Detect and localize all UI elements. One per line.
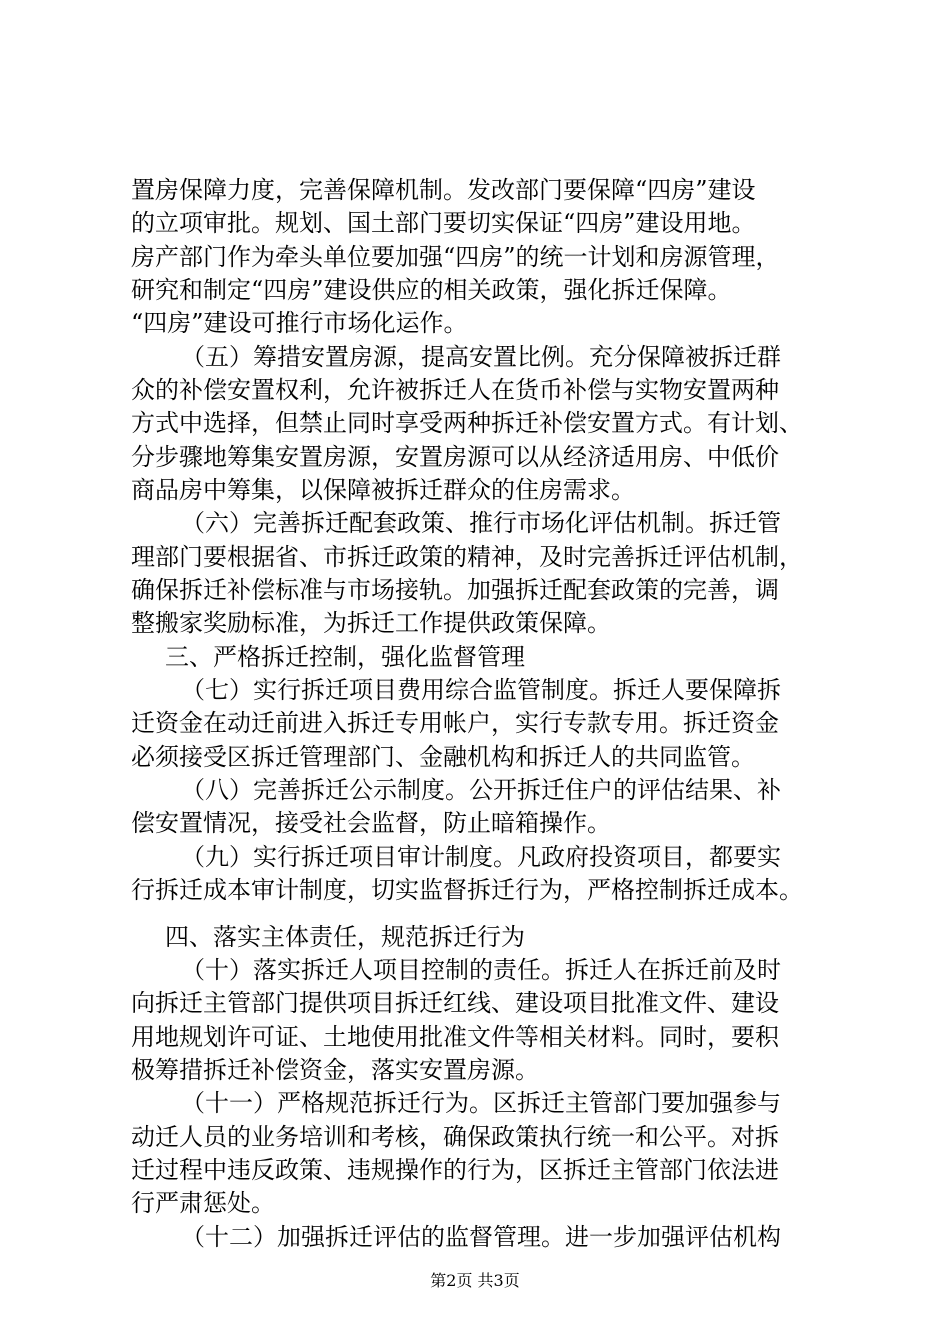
- text-line: 整搬家奖励标准，为拆迁工作提供政策保障。: [131, 609, 611, 637]
- text-line: 必须接受区拆迁管理部门、金融机构和拆迁人的共同监管。: [131, 743, 755, 771]
- text-line: （九）实行拆迁项目审计制度。凡政府投资项目，都要实: [181, 843, 781, 871]
- text-line: （十一）严格规范拆迁行为。区拆迁主管部门要加强参与: [181, 1089, 781, 1117]
- text-line: （十二）加强拆迁评估的监督管理。进一步加强评估机构: [181, 1223, 781, 1251]
- text-line: 商品房中筹集，以保障被拆迁群众的住房需求。: [131, 476, 635, 504]
- text-line: 众的补偿安置权利，允许被拆迁人在货币补偿与实物安置两种: [131, 376, 779, 404]
- text-line: 分步骤地筹集安置房源，安置房源可以从经济适用房、中低价: [131, 443, 779, 471]
- text-line: （十）落实拆迁人项目控制的责任。拆迁人在拆迁前及时: [181, 956, 781, 984]
- text-line: 迁资金在动迁前进入拆迁专用帐户，实行专款专用。拆迁资金: [131, 709, 779, 737]
- text-line: 行严肃惩处。: [131, 1189, 275, 1217]
- text-line: 的立项审批。规划、国土部门要切实保证“四房”建设用地。: [131, 209, 756, 237]
- text-line: 房产部门作为牵头单位要加强“四房”的统一计划和房源管理，: [131, 243, 780, 271]
- text-line: 确保拆迁补偿标准与市场接轨。加强拆迁配套政策的完善，调: [131, 576, 779, 604]
- text-line: 迁过程中违反政策、违规操作的行为，区拆迁主管部门依法进: [131, 1156, 779, 1184]
- text-line: 置房保障力度，完善保障机制。发改部门要保障“四房”建设: [131, 176, 756, 204]
- text-line: （八）完善拆迁公示制度。公开拆迁住户的评估结果、补: [181, 776, 781, 804]
- text-line: （五）筹措安置房源，提高安置比例。充分保障被拆迁群: [181, 343, 781, 371]
- text-line: （七）实行拆迁项目费用综合监管制度。拆迁人要保障拆: [181, 676, 781, 704]
- text-line: 研究和制定“四房”建设供应的相关政策，强化拆迁保障。: [131, 276, 732, 304]
- text-line: 偿安置情况，接受社会监督，防止暗箱操作。: [131, 809, 611, 837]
- section-heading: 四、落实主体责任，规范拆迁行为: [165, 923, 525, 951]
- text-line: 用地规划许可证、土地使用批准文件等相关材料。同时，要积: [131, 1023, 779, 1051]
- text-line: 理部门要根据省、市拆迁政策的精神，及时完善拆迁评估机制，: [131, 543, 803, 571]
- text-line: 行拆迁成本审计制度，切实监督拆迁行为，严格控制拆迁成本。: [131, 876, 803, 904]
- text-line: 动迁人员的业务培训和考核，确保政策执行统一和公平。对拆: [131, 1123, 779, 1151]
- text-line: 向拆迁主管部门提供项目拆迁红线、建设项目批准文件、建设: [131, 989, 779, 1017]
- text-line: （六）完善拆迁配套政策、推行市场化评估机制。拆迁管: [181, 509, 781, 537]
- text-line: 方式中选择，但禁止同时享受两种拆迁补偿安置方式。有计划、: [131, 409, 803, 437]
- page-number: 第2页 共3页: [430, 1271, 520, 1290]
- text-line: “四房”建设可推行市场化运作。: [131, 309, 468, 337]
- section-heading: 三、严格拆迁控制，强化监督管理: [165, 643, 525, 671]
- text-line: 极筹措拆迁补偿资金，落实安置房源。: [131, 1056, 539, 1084]
